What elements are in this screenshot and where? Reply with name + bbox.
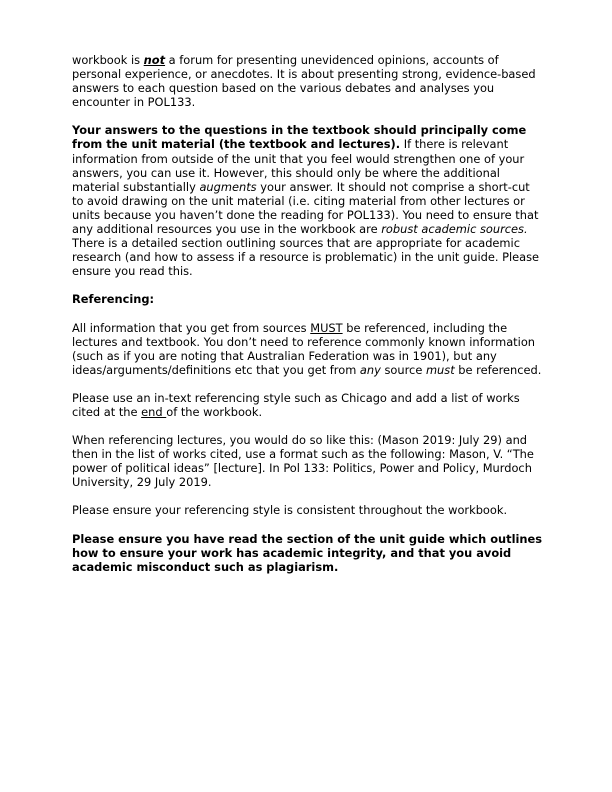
emphasis-must: MUST (310, 320, 343, 335)
text-run: There is a detailed section outlining sources that are appropriate for academic research (and how to assess if a resource is problematic) in the unit guide. Please ensure you read this. (72, 236, 540, 279)
emphasis-end: end (141, 404, 167, 419)
text-run: All information that you get from sources (72, 320, 311, 335)
emphasis-must-italic: must (425, 362, 455, 377)
intro-paragraph (72, 53, 542, 109)
text-run: your answer. It should not comprise a short-cut to avoid drawing on the unit material (i.e. citing material from other lectures or units because you haven’t done the reading for POL133). You need to ensure that any additional resources you use in the workbook are (72, 179, 539, 237)
text-run: workbook is (72, 53, 144, 67)
lecture-reference-paragraph: When referencing lectures, you would do so like this: (Mason 2019: July 29) and then in the list of works cited, use a format such as the following: Mason, V. “The power of political ideas” [lecture]. In Pol 133: Politics, Power and Policy, Murdoch University, 29 July 2019. (72, 433, 534, 490)
heading-text: Referencing: (72, 292, 155, 307)
referencing-paragraph (72, 321, 542, 377)
emphasis-any: any (359, 362, 381, 377)
text-run: If there is relevant information from outside of the unit that you feel would strengthen one of your answers, you can use it. However, this should only be where the additional material substantially (72, 137, 525, 194)
text-run: be referenced. (454, 362, 542, 377)
emphasis-robust-sources: robust academic sources. (381, 222, 528, 237)
text-run: a forum for presenting unevidenced opinions, accounts of personal experience, or anecdotes. It is about presenting strong, evidence-based answers to each question based on the various debates and analyses you encounter in POL133. (72, 53, 536, 110)
style-paragraph (72, 391, 542, 419)
emphasis-augments: augments (199, 179, 257, 194)
emphasis-not: not (143, 53, 166, 67)
bold-statement: Your answers to the questions in the textbook should principally come from the unit material (the textbook and lectures). (72, 123, 527, 152)
text-run: be referenced, including the lectures and textbook. You don’t need to reference commonly known information (such as if you are noting that Australian Federation was in 1901), but any ideas/arguments/definitions etc that you get from (72, 320, 536, 377)
text-run: Please use an in-text referencing style such as Chicago and add a list of works cited at the (72, 390, 520, 419)
integrity-paragraph (72, 532, 542, 574)
section-heading (72, 292, 542, 306)
consistency-paragraph: Please ensure your referencing style is consistent throughout the workbook. (72, 503, 508, 518)
answers-paragraph (72, 123, 542, 278)
text-run: of the workbook. (166, 404, 263, 419)
text-run: source (380, 362, 426, 377)
bold-statement: Please ensure you have read the section of the unit guide which outlines how to ensure your work has academic integrity, and that you avoid academic misconduct such as plagiarism. (72, 531, 543, 574)
